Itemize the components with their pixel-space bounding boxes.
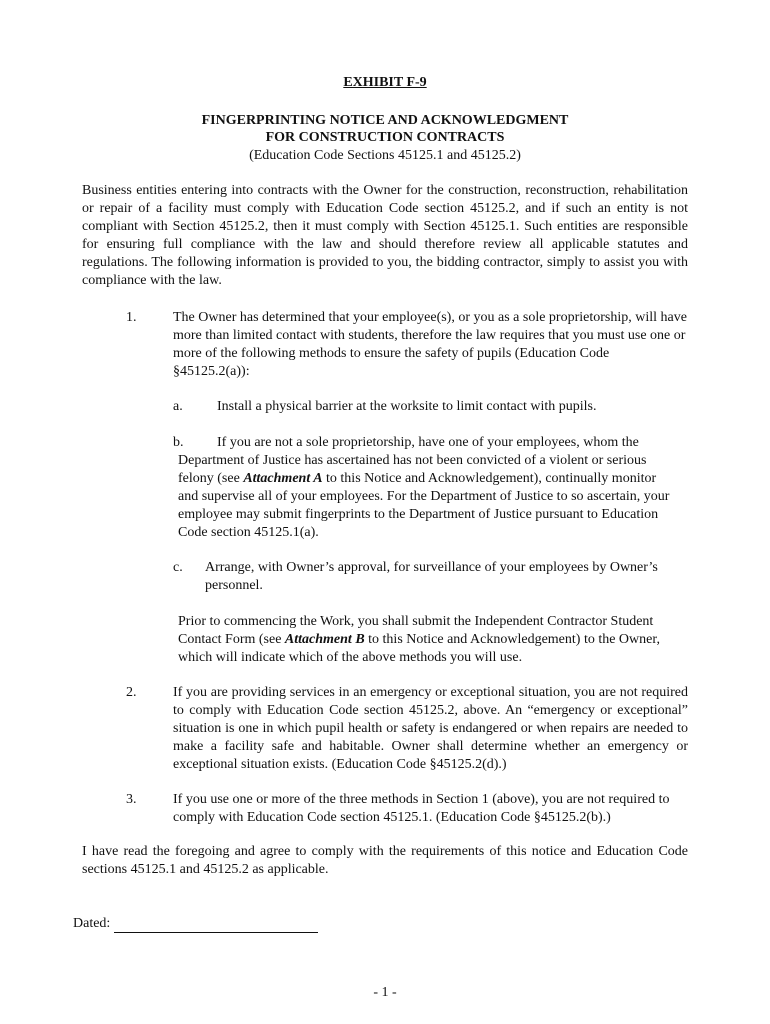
item-3-number: 3. — [126, 792, 137, 807]
dated-signature-line[interactable] — [114, 918, 318, 933]
subtitle: (Education Code Sections 45125.1 and 45125.2) — [249, 148, 521, 163]
item-2-text: If you are providing services in an emergency or exceptional situation, you are not required to comply with Education Code section 45125.2, above. An “emergency or exceptional” situation is one in which pupil health or safety is endangered or when repairs are needed to make a facility safe and habitable. Owner shall determine whether an emergency or exceptional situation exists. (Education Code §45125.2(d).) — [173, 685, 688, 772]
prior-text-1: Prior to commencing the Work, you shall submit the Independent Contractor Student Contact Form (see — [178, 614, 654, 647]
item-3-text: If you use one or more of the three methods in Section 1 (above), you are not required to comply with Education Code section 45125.1. (Education Code §45125.2(b).) — [173, 792, 670, 825]
acknowledgment-paragraph: I have read the foregoing and agree to comply with the requirements of this notice and Education Code sections 45125.1 and 45125.2 as applicable. — [82, 844, 688, 877]
sub-b-text — [178, 434, 678, 542]
dated-label: Dated: — [73, 916, 111, 931]
intro-paragraph: Business entities entering into contracts with the Owner for the construction, reconstruction, rehabilitation or repair of a facility must comply with Education Code section 45125.2, and if such an entity is not compliant with Section 45125.2, then it must comply with Section 45125.1. Such entities are responsible for ensuring full compliance with the law and should therefore review all applicable statutes and regulations. The following information is provided to you, the bidding contractor, simply to assist you with compliance with the law. — [82, 183, 688, 288]
sub-b-label: b. — [173, 435, 184, 450]
sub-a-label: a. — [173, 399, 183, 414]
title-line-1: FINGERPRINTING NOTICE AND ACKNOWLEDGMENT — [201, 113, 569, 128]
attachment-a-ref: Attachment A — [243, 471, 323, 486]
item-1-text: The Owner has determined that your employee(s), or you as a sole proprietorship, will have more than limited contact with students, therefore the law requires that you must use one or more of the following methods to ensure the safety of pupils (Education Code §45125.2(a)): — [173, 310, 687, 379]
item-2-number: 2. — [126, 685, 137, 700]
title-line-2: FOR CONSTRUCTION CONTRACTS — [265, 130, 505, 145]
exhibit-heading: EXHIBIT F-9 — [343, 75, 427, 90]
sub-b-text-1: If you are not a sole proprietorship, have one of your employees, whom the Department of Justice has ascertained has not been convicted of a violent or serious felony (see — [178, 435, 647, 486]
prior-text-2: to this Notice and Acknowledgement) to the Owner, which will indicate which of the above methods you will use. — [178, 632, 660, 665]
dated-row — [73, 915, 318, 933]
page-number: - 1 - — [373, 985, 397, 1000]
sub-a-text: Install a physical barrier at the worksite to limit contact with pupils. — [217, 399, 597, 414]
prior-paragraph — [178, 613, 678, 667]
sub-c-label: c. — [173, 560, 183, 575]
item-1-number: 1. — [126, 310, 137, 325]
sub-c-text: Arrange, with Owner’s approval, for surveillance of your employees by Owner’s personnel. — [205, 560, 658, 593]
sub-b-text-2: to this Notice and Acknowledgement), continually monitor and supervise all of your employees. For the Department of Justice to so ascertain, your employee may submit fingerprints to the Department of Justice pursuant to Education Code section 45125.1(a). — [178, 471, 670, 540]
attachment-b-ref: Attachment B — [284, 632, 365, 647]
